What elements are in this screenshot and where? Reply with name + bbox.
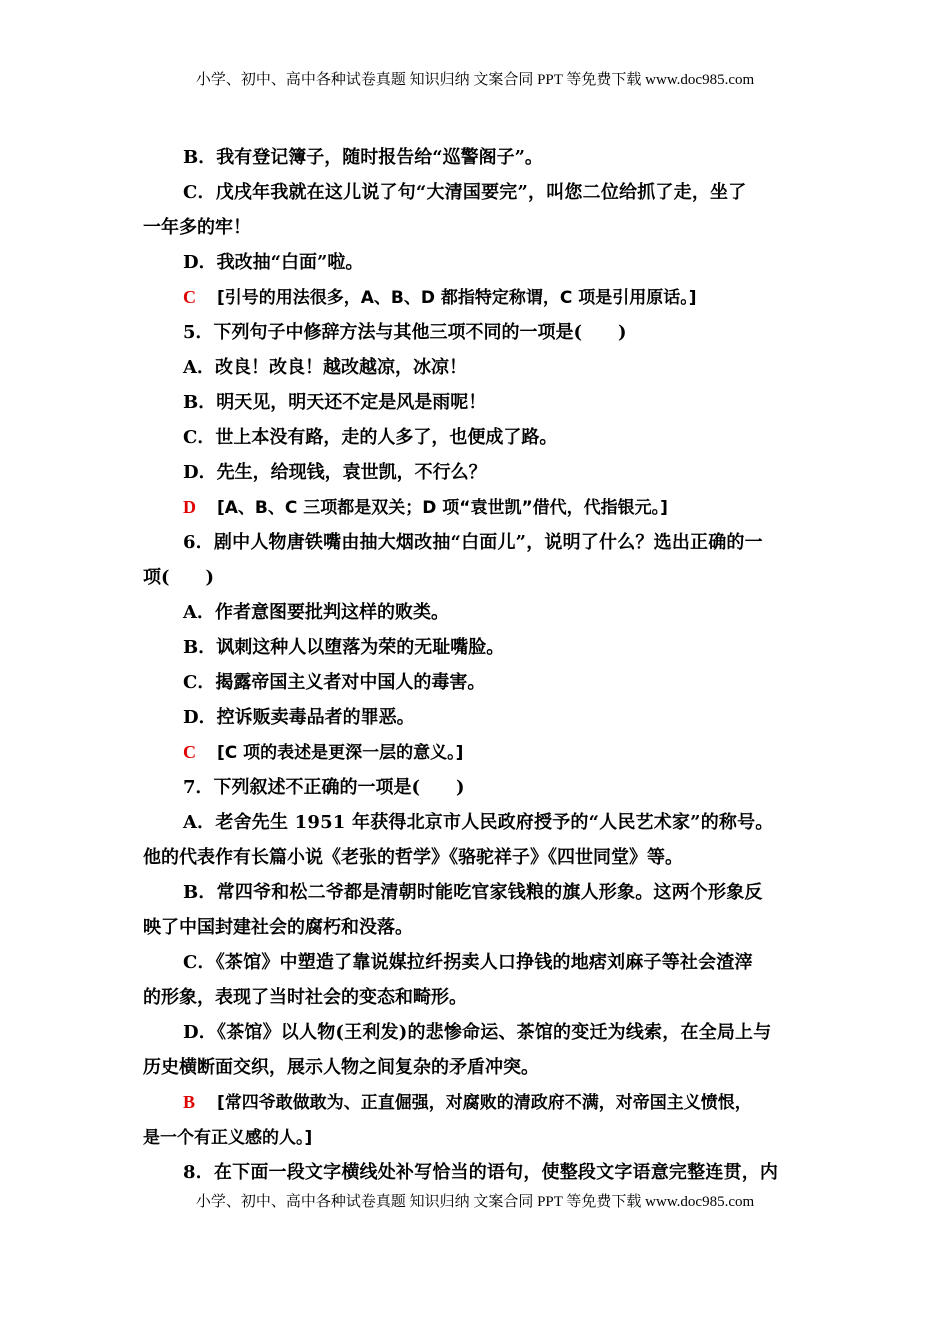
q7-answer-explanation-line2: 是一个有正义感的人。] bbox=[143, 1128, 313, 1148]
q5-option-d: D．先生，给现钱，袁世凯，不行么？ bbox=[183, 462, 487, 483]
q7-option-d-line2: 历史横断面交织，展示人物之间复杂的矛盾冲突。 bbox=[143, 1057, 539, 1078]
q7-answer-explanation-line1: [常四爷敢做敢为、正直倔强，对腐败的清政府不满，对帝国主义愤恨， bbox=[217, 1093, 752, 1113]
q5-stem: 5．下列句子中修辞方法与其他三项不同的一项是( ) bbox=[183, 322, 627, 343]
q6-stem-line1: 6．剧中人物唐铁嘴由抽大烟改抽“白面儿”，说明了什么？选出正确的一 bbox=[183, 532, 763, 553]
q6-answer-letter: C bbox=[183, 742, 196, 762]
q6-option-a: A．作者意图要批判这样的败类。 bbox=[183, 602, 449, 623]
q7-answer-letter: B bbox=[183, 1092, 196, 1112]
q6-option-b: B．讽刺这种人以堕落为荣的无耻嘴脸。 bbox=[183, 637, 505, 658]
q4-option-c-line2: 一年多的牢！ bbox=[143, 217, 251, 238]
q5-option-c: C．世上本没有路，走的人多了，也便成了路。 bbox=[183, 427, 558, 448]
page-footer: 小学、初中、高中各种试卷真题 知识归纳 文案合同 PPT 等免费下载 www.doc985.com bbox=[195, 1194, 755, 1210]
q5-answer bbox=[143, 490, 815, 525]
q4-option-d: D．我改抽“白面”啦。 bbox=[183, 252, 364, 273]
page-header: 小学、初中、高中各种试卷真题 知识归纳 文案合同 PPT 等免费下载 www.doc985.com bbox=[195, 72, 755, 88]
q4-option-b: B．我有登记簿子，随时报告给“巡警阁子”。 bbox=[183, 147, 543, 168]
q7-option-b-line2: 映了中国封建社会的腐朽和没落。 bbox=[143, 917, 413, 938]
document-body bbox=[143, 140, 815, 1190]
q7-option-d-line1: D．《茶馆》以人物(王利发)的悲惨命运、茶馆的变迁为线索，在全局上与 bbox=[183, 1022, 772, 1043]
q4-answer bbox=[143, 280, 815, 315]
q5-answer-explanation: [A、B、C 三项都是双关；D 项“袁世凯”借代，代指银元。] bbox=[217, 498, 668, 518]
q7-answer bbox=[143, 1085, 815, 1120]
q6-stem-line2: 项( ) bbox=[143, 567, 215, 588]
q5-option-a: A．改良！改良！越改越凉，冰凉！ bbox=[183, 357, 467, 378]
q7-option-c-line1: C．《茶馆》中塑造了靠说媒拉纤拐卖人口挣钱的地痞刘麻子等社会渣滓 bbox=[183, 952, 753, 973]
q8-stem-line1: 8．在下面一段文字横线处补写恰当的语句，使整段文字语意完整连贯，内 bbox=[183, 1162, 779, 1183]
q7-option-a-line2: 他的代表作有长篇小说《老张的哲学》《骆驼祥子》《四世同堂》等。 bbox=[143, 847, 683, 868]
q7-option-b-line1: B．常四爷和松二爷都是清朝时能吃官家钱粮的旗人形象。这两个形象反 bbox=[183, 882, 763, 903]
q6-option-d: D．控诉贩卖毒品者的罪恶。 bbox=[183, 707, 415, 728]
q4-option-c-line1: C．戊戌年我就在这儿说了句“大清国要完”，叫您二位给抓了走，坐了 bbox=[183, 182, 747, 203]
q4-answer-letter: C bbox=[183, 287, 196, 307]
q7-option-a-line1: A．老舍先生 1951 年获得北京市人民政府授予的“人民艺术家”的称号。 bbox=[183, 812, 774, 833]
q7-answer-continued bbox=[143, 1120, 815, 1155]
q6-answer bbox=[143, 735, 815, 770]
q6-answer-explanation: [C 项的表述是更深一层的意义。] bbox=[217, 743, 464, 763]
q5-answer-letter: D bbox=[183, 497, 196, 517]
q4-answer-explanation: [引号的用法很多，A、B、D 都指特定称谓，C 项是引用原话。] bbox=[217, 288, 697, 308]
q7-stem: 7．下列叙述不正确的一项是( ) bbox=[183, 777, 465, 798]
q5-option-b: B．明天见，明天还不定是风是雨呢！ bbox=[183, 392, 487, 413]
q7-option-c-line2: 的形象，表现了当时社会的变态和畸形。 bbox=[143, 987, 467, 1008]
q6-option-c: C．揭露帝国主义者对中国人的毒害。 bbox=[183, 672, 486, 693]
